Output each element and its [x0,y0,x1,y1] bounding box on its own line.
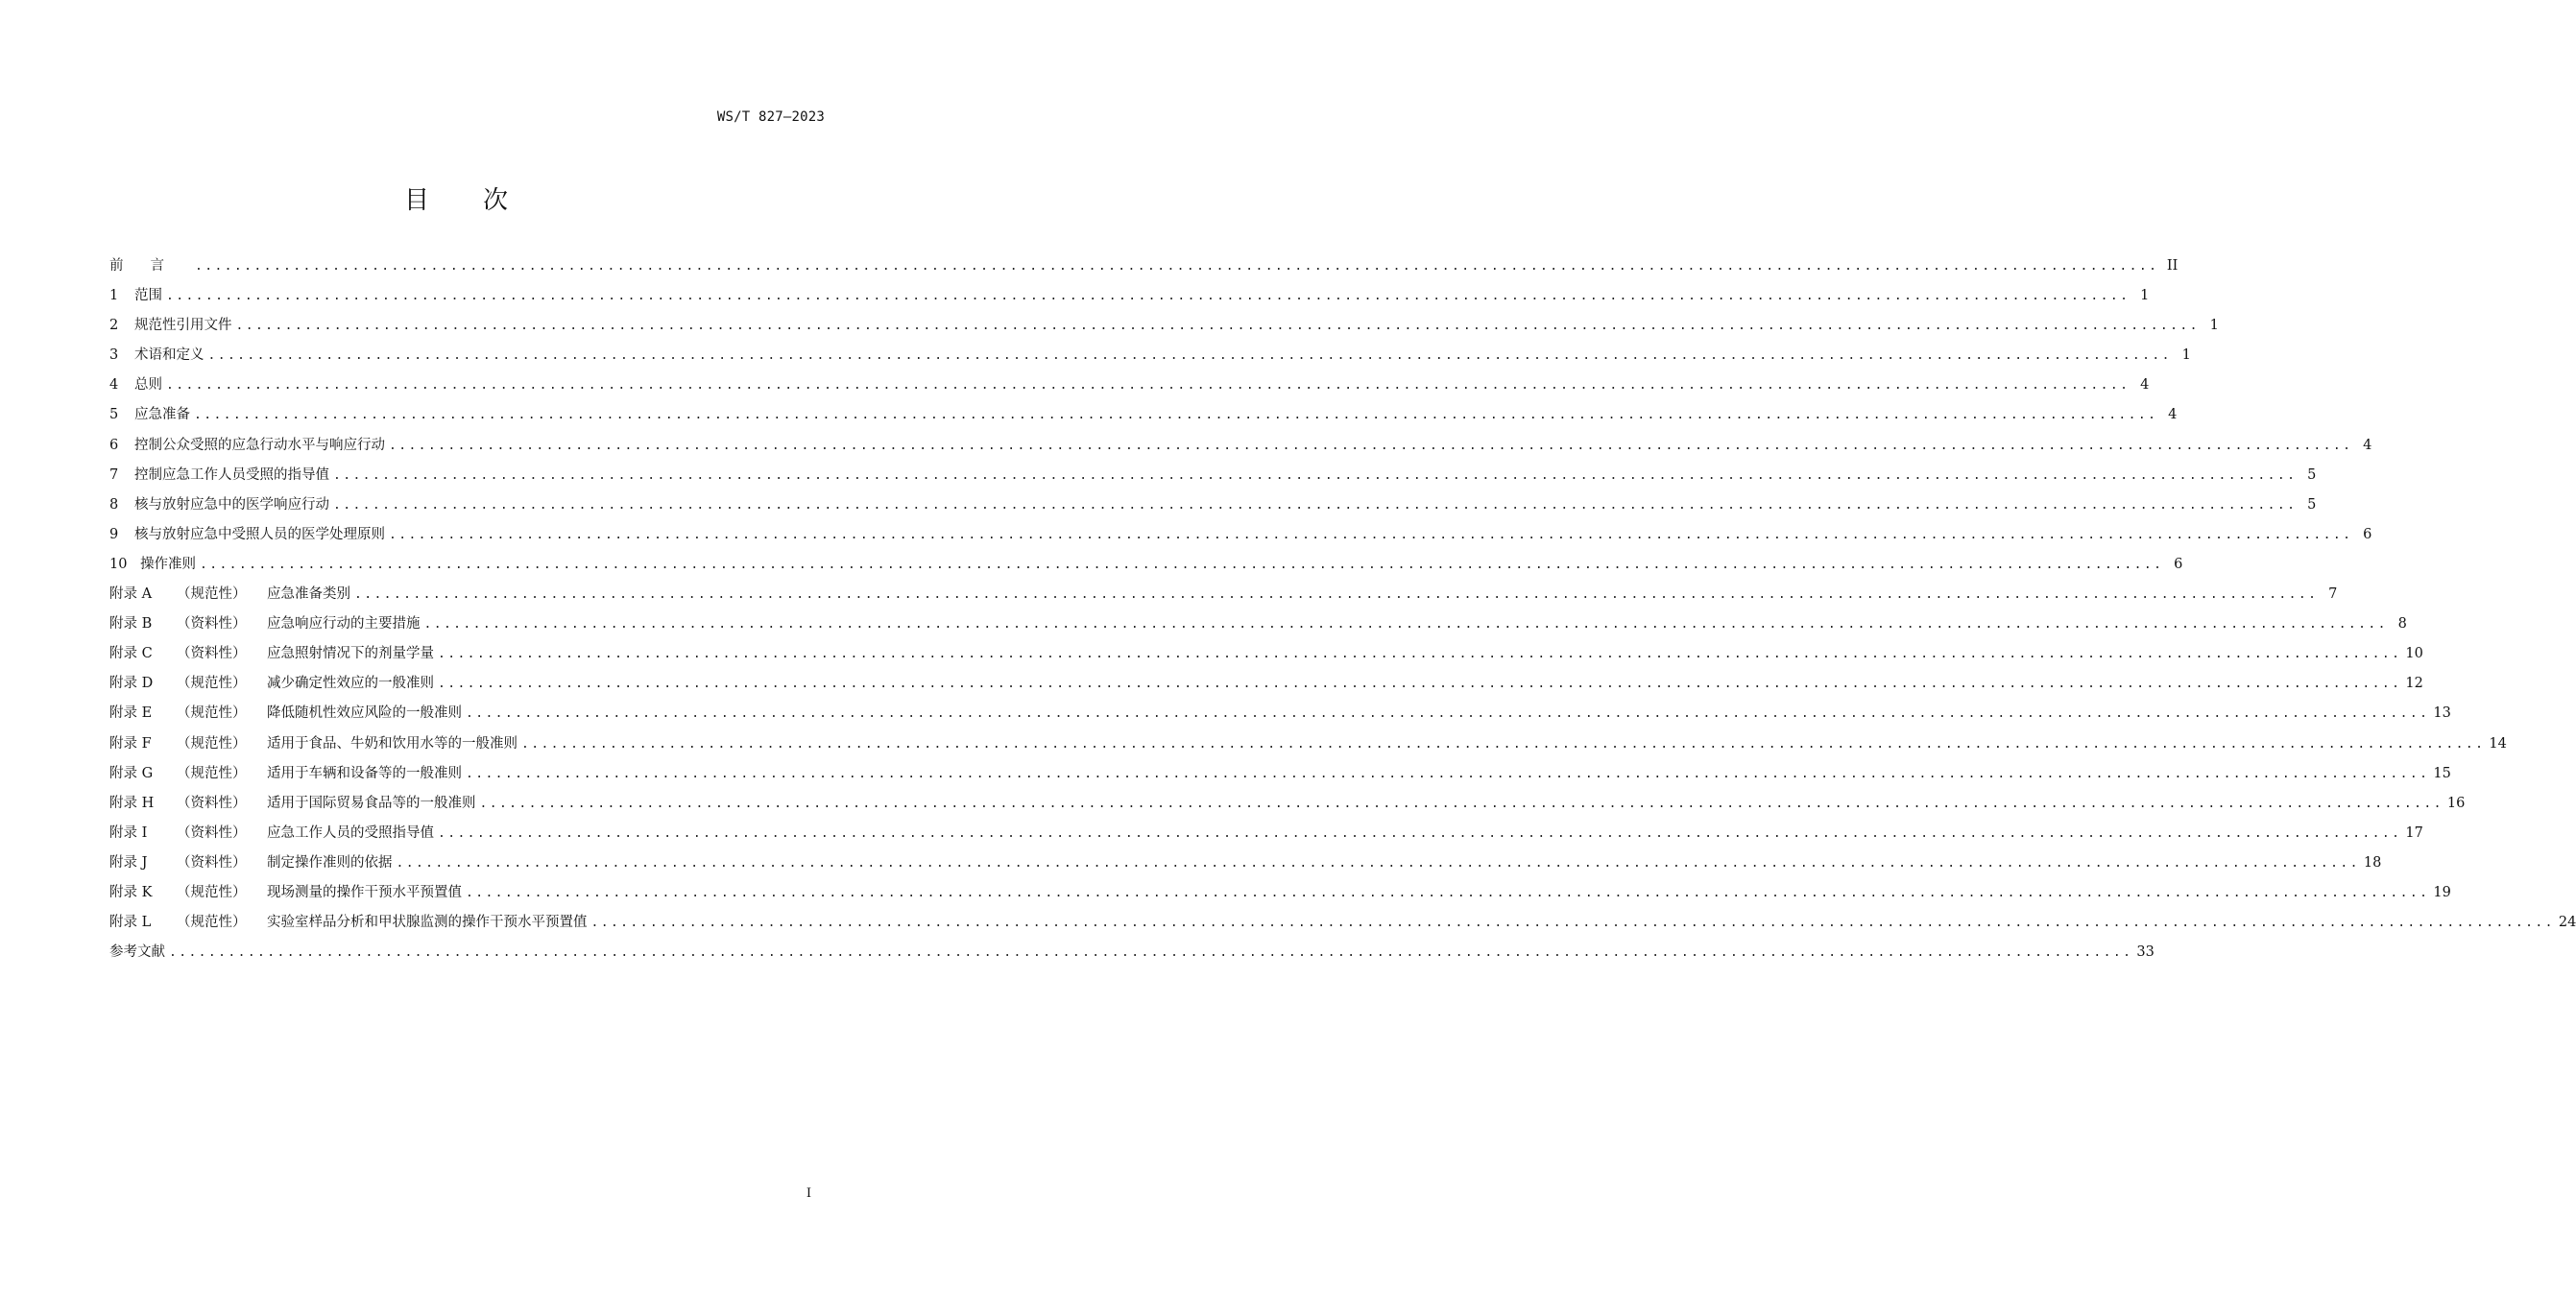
toc-entry-references[interactable] [109,941,2155,970]
toc-entry-label: 操作准则 [140,556,196,572]
toc-entry-label: 适用于食品、牛奶和饮用水等的一般准则 [267,735,518,752]
toc-entry-number: 附录 D [109,676,154,692]
toc-entry-number: 5 [109,407,119,423]
toc-entry-appendix-d[interactable] [109,672,2423,702]
toc-entry-page: 1 [2181,347,2191,364]
leader-dots: ........................................................................................................................................................................................................ [389,438,2353,453]
toc-entry-label: 减少确定性效应的一般准则 [267,676,434,692]
toc-entry-page: 12 [2405,676,2423,692]
toc-entry-kind: （规范性） [177,915,247,931]
toc-title-char-1: 目 [403,186,429,215]
toc-entry-page: 7 [2328,586,2338,603]
toc-entry-number: 附录 J [109,854,148,871]
toc-entry-appendix-c[interactable] [109,642,2423,672]
leader-dots: ........................................................................................................................................................................................................ [389,527,2353,542]
leader-dots: ........................................................................................................................................................................................................ [195,259,2159,274]
toc-entry-page: 10 [2405,646,2423,662]
toc-entry-number: 10 [109,556,128,572]
toc-entry-label: 核与放射应急中受照人员的医学处理原则 [134,526,385,542]
toc-entry-appendix-a[interactable] [109,583,2338,612]
toc-entry-page: 4 [2168,407,2178,423]
toc-entry-section-4[interactable] [109,373,2150,403]
document-code: WS/T 827—2023 [716,109,825,125]
toc-entry-label: 术语和定义 [134,347,205,364]
toc-entry-kind: （资料性） [177,646,247,662]
toc-entry-page: 6 [2363,526,2372,542]
toc-entry-kind: （规范性） [177,586,247,603]
toc-entry-page: 18 [2363,854,2382,871]
toc-entry-appendix-g[interactable] [109,762,2451,792]
toc-entry-page: 8 [2397,616,2407,633]
toc-entry-section-5[interactable] [109,403,2178,433]
leader-dots: ........................................................................................................................................................................................................ [207,348,2172,364]
toc-entry-page: 15 [2433,765,2451,781]
page-number: I [806,1186,811,1201]
toc-entry-kind: （规范性） [177,735,247,752]
leader-dots: ........................................................................................................................................................................................................ [166,289,2131,304]
toc-entry-foreword[interactable] [109,254,2179,284]
leader-dots: ........................................................................................................................................................................................................ [333,497,2298,513]
toc-entry-kind: （规范性） [177,884,247,900]
toc-entry-label: 实验室样品分析和甲状腺监测的操作干预水平预置值 [267,915,588,931]
toc-entry-page: 17 [2405,824,2423,841]
toc-entry-number: 附录 E [109,705,153,722]
leader-dots: ........................................................................................................................................................................................................ [438,677,2402,692]
toc-entry-appendix-j[interactable] [109,851,2382,881]
toc-entry-page: 4 [2140,377,2150,394]
leader-dots: ........................................................................................................................................................................................................ [466,706,2430,722]
toc-entry-number: 附录 L [109,915,152,931]
toc-entry-kind: （资料性） [177,854,247,871]
toc-entry-number: 附录 B [109,616,153,633]
toc-entry-section-3[interactable] [109,344,2191,373]
toc-entry-number: 6 [109,437,119,453]
leader-dots: ........................................................................................................................................................................................................ [333,467,2298,483]
toc-entry-label: 参考文献 [109,944,165,961]
leader-dots: ........................................................................................................................................................................................................ [466,885,2430,900]
leader-dots: ........................................................................................................................................................................................................ [235,319,2200,334]
toc-entry-appendix-i[interactable] [109,822,2423,851]
toc-entry-label: 应急照射情况下的剂量学量 [267,646,434,662]
toc-title-char-2: 次 [483,186,509,215]
toc-entry-page: 1 [2209,318,2219,334]
toc-entry-appendix-e[interactable] [109,702,2451,731]
toc-entry-label: 现场测量的操作干预水平预置值 [267,884,462,900]
toc-entry-label: 降低随机性效应风险的一般准则 [267,705,462,722]
toc-entry-number: 附录 A [109,586,153,603]
toc-entry-page: 24 [2558,915,2576,931]
toc-entry-page: 16 [2446,795,2466,811]
toc-entry-number: 附录 K [109,884,153,900]
toc-entry-page: 5 [2307,466,2317,483]
toc-entry-label: 应急准备 [134,407,190,423]
toc-entry-number: 8 [109,496,119,513]
toc-entry-number: 9 [109,526,119,542]
toc-entry-kind: （规范性） [177,705,247,722]
toc-entry-label: 应急工作人员的受照指导值 [267,824,434,841]
toc-entry-number: 3 [109,347,119,364]
toc-entry-appendix-k[interactable] [109,881,2451,911]
toc-entry-appendix-h[interactable] [109,792,2466,822]
leader-dots: ........................................................................................................................................................................................................ [479,796,2444,811]
toc-entry-section-8[interactable] [109,493,2317,523]
toc-entry-label: 适用于国际贸易食品等的一般准则 [267,795,476,811]
toc-entry-number: 附录 H [109,795,155,811]
toc-entry-page: II [2166,258,2179,274]
leader-dots: ........................................................................................................................................................................................................ [438,825,2402,841]
toc-entry-kind: （规范性） [177,676,247,692]
toc-entry-appendix-f[interactable] [109,732,2507,762]
toc-entry-section-1[interactable] [109,284,2150,314]
toc-entry-label: 控制应急工作人员受照的指导值 [134,466,329,483]
toc-entry-section-10[interactable] [109,553,2183,583]
toc-entry-page: 5 [2307,496,2317,513]
toc-entry-number: 附录 I [109,824,148,841]
leader-dots: ........................................................................................................................................................................................................ [521,736,2486,752]
toc-entry-label: 控制公众受照的应急行动水平与响应行动 [134,437,385,453]
toc-entry-number: 1 [109,288,119,304]
toc-entry-page: 1 [2140,288,2150,304]
leader-dots: ........................................................................................................................................................................................................ [194,408,2158,423]
toc-entry-appendix-b[interactable] [109,612,2407,642]
toc-entry-label: 核与放射应急中的医学响应行动 [134,496,329,513]
leader-dots: ........................................................................................................................................................................................................ [396,855,2360,871]
toc-entry-page: 19 [2433,884,2451,900]
leader-dots: ........................................................................................................................................................................................................ [169,945,2133,961]
toc-entry-label: 应急响应行动的主要措施 [267,616,421,633]
leader-dots: ........................................................................................................................................................................................................ [354,587,2319,603]
toc-entry-page: 13 [2433,705,2451,722]
leader-dots: ........................................................................................................................................................................................................ [466,766,2430,781]
toc-entry-section-2[interactable] [109,314,2219,344]
toc-entry-kind: （资料性） [177,795,247,811]
toc-entry-label: 规范性引用文件 [134,318,232,334]
toc-list [109,254,2576,970]
toc-title [0,180,912,216]
toc-entry-section-7[interactable] [109,464,2317,493]
leader-dots: ........................................................................................................................................................................................................ [166,378,2131,394]
toc-entry-number: 2 [109,318,119,334]
toc-entry-number: 附录 F [109,735,152,752]
leader-dots: ........................................................................................................................................................................................................ [200,557,2164,572]
toc-entry-appendix-l[interactable] [109,911,2576,941]
toc-entry-label: 应急准备类别 [267,586,350,603]
toc-entry-page: 6 [2174,556,2183,572]
toc-entry-label: 范围 [134,288,162,304]
toc-entry-number: 附录 C [109,646,153,662]
toc-entry-page: 33 [2136,944,2155,961]
toc-entry-section-9[interactable] [109,523,2372,553]
leader-dots: ........................................................................................................................................................................................................ [438,647,2402,662]
toc-entry-page: 4 [2363,437,2372,453]
toc-entry-kind: （规范性） [177,765,247,781]
leader-dots: ........................................................................................................................................................................................................ [423,617,2388,633]
toc-entry-kind: （资料性） [177,616,247,633]
toc-entry-section-6[interactable] [109,434,2372,464]
toc-entry-label: 适用于车辆和设备等的一般准则 [267,765,462,781]
leader-dots: ........................................................................................................................................................................................................ [590,916,2555,931]
toc-entry-number: 4 [109,377,119,394]
toc-entry-number: 7 [109,466,119,483]
toc-entry-label: 总则 [134,377,162,394]
toc-entry-page: 14 [2489,735,2507,752]
toc-entry-label: 前言 [109,258,191,274]
toc-entry-label: 制定操作准则的依据 [267,854,393,871]
toc-entry-kind: （资料性） [177,824,247,841]
toc-entry-number: 附录 G [109,765,154,781]
